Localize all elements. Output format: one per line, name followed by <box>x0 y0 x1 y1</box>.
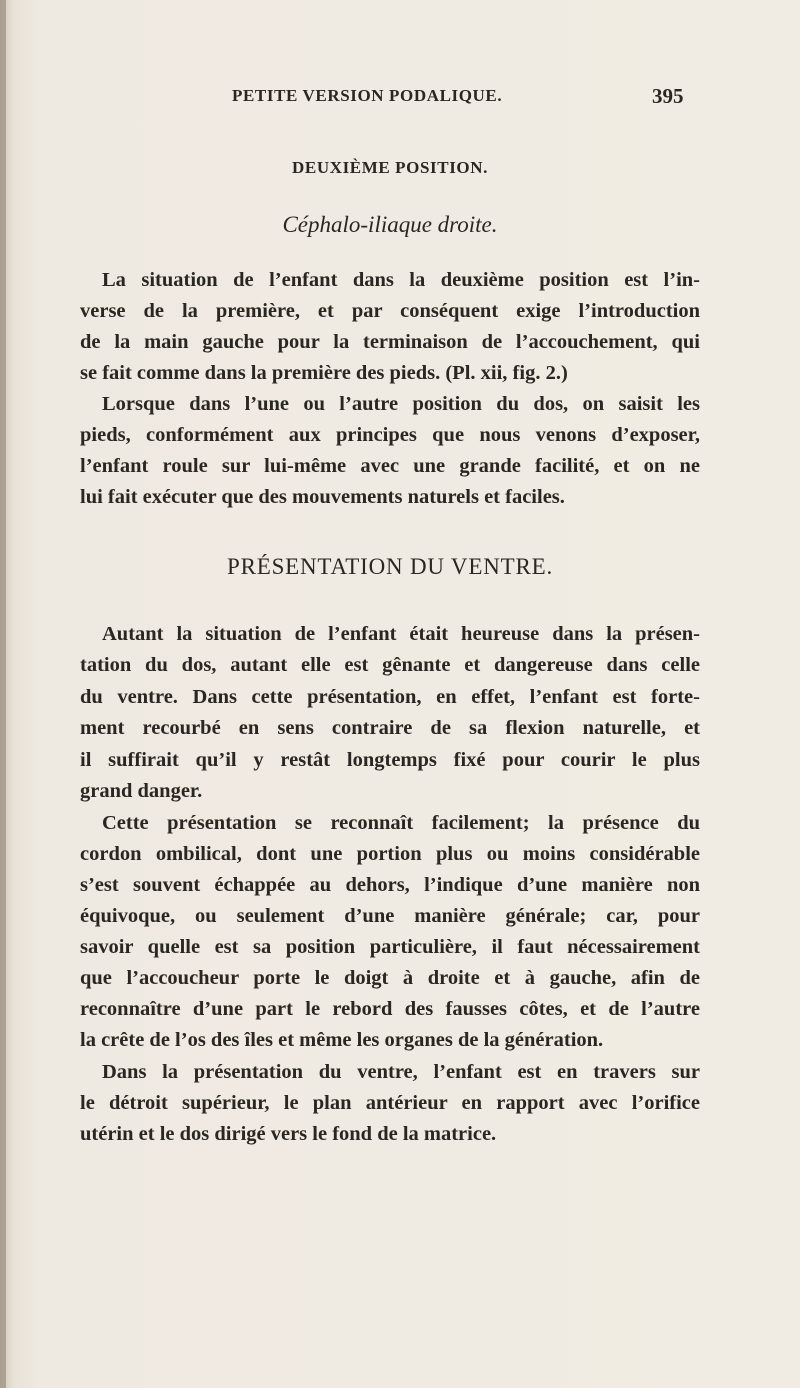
paragraph-line: cordon ombilical, dont une portion plus ou moins considérable <box>80 843 700 865</box>
section-heading: DEUXIÈME POSITION. <box>292 158 488 177</box>
paragraph-line: du ventre. Dans cette présentation, en effet, l’enfant est forte- <box>80 686 700 708</box>
paragraph-line: lui fait exécuter que des mouvements naturels et faciles. <box>80 486 565 508</box>
paragraph-line: ment recourbé en sens contraire de sa flexion naturelle, et <box>80 717 700 739</box>
paragraph-line: La situation de l’enfant dans la deuxième position est l’in- <box>102 269 700 291</box>
paragraph-line: pieds, conformément aux principes que nous venons d’exposer, <box>80 424 700 446</box>
paragraph-line: savoir quelle est sa position particulière, il faut nécessairement <box>80 936 700 958</box>
paragraph-line: reconnaître d’une part le rebord des fausses côtes, et de l’autre <box>80 998 700 1020</box>
chapter-heading: PRÉSENTATION DU VENTRE. <box>227 554 553 579</box>
paragraph-line: verse de la première, et par conséquent exige l’introduction <box>80 300 700 322</box>
running-title: PETITE VERSION PODALIQUE. <box>232 86 503 105</box>
paragraph-line: se fait comme dans la première des pieds. (Pl. xii, fig. 2.) <box>80 362 568 384</box>
paragraph-line: équivoque, ou seulement d’une manière générale; car, pour <box>80 905 700 927</box>
paragraph-line: le détroit supérieur, le plan antérieur en rapport avec l’orifice <box>80 1092 700 1114</box>
paragraph-line: Autant la situation de l’enfant était heureuse dans la présen- <box>102 623 700 645</box>
paragraph-line: la crête de l’os des îles et même les organes de la génération. <box>80 1029 604 1051</box>
page-number: 395 <box>652 84 684 108</box>
paragraph-line: Cette présentation se reconnaît facilement; la présence du <box>102 812 700 834</box>
paragraph-line: grand danger. <box>80 780 203 802</box>
paragraph-line: utérin et le dos dirigé vers le fond de la matrice. <box>80 1123 497 1145</box>
paragraph-line: tation du dos, autant elle est gênante et dangereuse dans celle <box>80 654 700 676</box>
paragraph-line: que l’accoucheur porte le doigt à droite et à gauche, afin de <box>80 967 700 989</box>
paragraph-line: de la main gauche pour la terminaison de l’accouchement, qui <box>80 331 700 353</box>
page-gutter-shadow <box>0 0 6 1388</box>
page-header <box>0 86 800 112</box>
section-subheading: Céphalo-iliaque droite. <box>282 212 498 237</box>
paragraph-line: il suffirait qu’il y restât longtemps fixé pour courir le plus <box>80 749 700 771</box>
paragraph-line: l’enfant roule sur lui-même avec une grande facilité, et on ne <box>80 455 700 477</box>
paragraph-line: Dans la présentation du ventre, l’enfant est en travers sur <box>102 1061 700 1083</box>
paragraph-line: Lorsque dans l’une ou l’autre position du dos, on saisit les <box>102 393 700 415</box>
paragraph-line: s’est souvent échappée au dehors, l’indique d’une manière non <box>80 874 700 896</box>
